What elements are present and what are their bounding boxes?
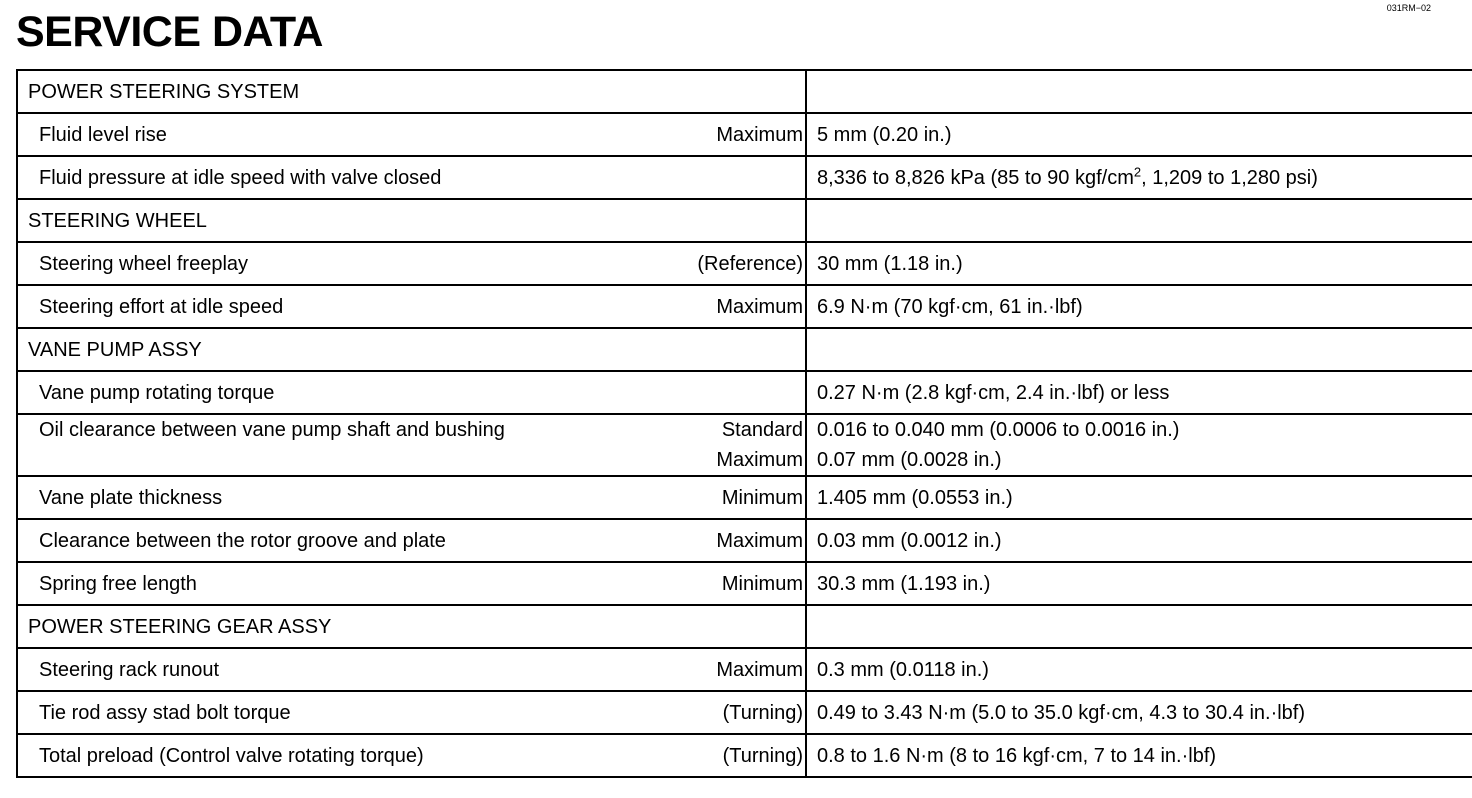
spec-label: Fluid pressure at idle speed with valve closed [39, 166, 442, 189]
spec-value: 0.49 to 3.43 N·m (5.0 to 35.0 kgf·cm, 4.3 to 30.4 in.·lbf) [806, 691, 1472, 734]
table-row [17, 156, 1472, 199]
empty-value-cell [806, 199, 1472, 242]
spec-label: Steering effort at idle speed [39, 295, 284, 318]
spec-label-cell [17, 734, 806, 777]
empty-value-cell [806, 70, 1472, 113]
table-row [17, 113, 1472, 156]
spec-value: 30 mm (1.18 in.) [806, 242, 1472, 285]
spec-qualifier: Maximum [716, 123, 803, 146]
spec-label-cell [17, 519, 806, 562]
page-title: SERVICE DATA [16, 8, 323, 56]
spec-label-cell [17, 476, 806, 519]
section-row-power-steering-gear-assy [17, 605, 1472, 648]
spec-label-cell [17, 156, 806, 199]
table-row [17, 285, 1472, 328]
section-cell [17, 199, 806, 242]
spec-label-cell [17, 648, 806, 691]
spec-label: Steering rack runout [39, 658, 220, 681]
table-row [17, 371, 1472, 414]
spec-qualifier-stack [716, 415, 803, 475]
section-row-steering-wheel [17, 199, 1472, 242]
spec-label-cell [17, 562, 806, 605]
spec-value-pre: 8,336 to 8,826 kPa (85 to 90 kgf/cm [817, 166, 1134, 189]
table-row [17, 519, 1472, 562]
section-cell [17, 328, 806, 371]
section-label: POWER STEERING SYSTEM [28, 80, 300, 103]
document-code: 031RM−02 [1386, 3, 1431, 13]
table-row [17, 562, 1472, 605]
spec-label: Oil clearance between vane pump shaft and bushing [39, 419, 505, 441]
superscript-two: 2 [1133, 163, 1142, 179]
spec-value: 0.3 mm (0.0118 in.) [806, 648, 1472, 691]
spec-value: 0.27 N·m (2.8 kgf·cm, 2.4 in.·lbf) or less [806, 371, 1472, 414]
spec-label-cell [17, 285, 806, 328]
section-cell [17, 70, 806, 113]
spec-value [806, 156, 1472, 199]
spec-value-standard: 0.016 to 0.040 mm (0.0006 to 0.0016 in.) [817, 419, 1180, 441]
spec-label: Fluid level rise [39, 123, 167, 146]
spec-label-cell [17, 691, 806, 734]
spec-value: 1.405 mm (0.0553 in.) [806, 476, 1472, 519]
table-row [17, 414, 1472, 476]
spec-value: 0.03 mm (0.0012 in.) [806, 519, 1472, 562]
spec-value: 6.9 N·m (70 kgf·cm, 61 in.·lbf) [806, 285, 1472, 328]
table-row [17, 242, 1472, 285]
table-row [17, 691, 1472, 734]
spec-label: Spring free length [39, 572, 197, 595]
section-cell [17, 605, 806, 648]
spec-value-post: , 1,209 to 1,280 psi) [1141, 166, 1318, 189]
table-row [17, 648, 1472, 691]
spec-qualifier: Maximum [716, 295, 803, 318]
spec-label-cell [17, 414, 806, 476]
spec-qualifier: Maximum [716, 529, 803, 552]
spec-label-cell [17, 113, 806, 156]
service-data-table [16, 69, 1472, 778]
spec-label-cell [17, 371, 806, 414]
spec-value: 30.3 mm (1.193 in.) [806, 562, 1472, 605]
spec-qualifier: (Turning) [722, 701, 803, 724]
spec-label: Total preload (Control valve rotating torque) [39, 744, 424, 767]
spec-qualifier: Maximum [716, 658, 803, 681]
spec-label: Vane pump rotating torque [39, 381, 275, 404]
spec-label: Tie rod assy stad bolt torque [39, 701, 291, 724]
spec-label: Vane plate thickness [39, 486, 223, 509]
table-row [17, 734, 1472, 777]
spec-qualifier-standard: Standard [721, 419, 803, 441]
spec-value-maximum: 0.07 mm (0.0028 in.) [817, 449, 1002, 471]
empty-value-cell [806, 328, 1472, 371]
spec-label: Steering wheel freeplay [39, 252, 249, 275]
spec-value: 5 mm (0.20 in.) [806, 113, 1472, 156]
spec-value: 0.8 to 1.6 N·m (8 to 16 kgf·cm, 7 to 14 in.·lbf) [806, 734, 1472, 777]
section-row-power-steering-system [17, 70, 1472, 113]
spec-qualifier-maximum: Maximum [716, 449, 803, 471]
table-row [17, 476, 1472, 519]
spec-qualifier: (Reference) [697, 252, 803, 275]
spec-qualifier: Minimum [721, 572, 803, 595]
section-row-vane-pump-assy [17, 328, 1472, 371]
section-label: STEERING WHEEL [28, 209, 207, 232]
spec-label: Clearance between the rotor groove and plate [39, 529, 446, 552]
section-label: VANE PUMP ASSY [28, 338, 202, 361]
spec-qualifier: (Turning) [722, 744, 803, 767]
spec-qualifier: Minimum [721, 486, 803, 509]
spec-label-cell [17, 242, 806, 285]
section-label: POWER STEERING GEAR ASSY [28, 615, 332, 638]
empty-value-cell [806, 605, 1472, 648]
spec-value-cell [806, 414, 1472, 476]
